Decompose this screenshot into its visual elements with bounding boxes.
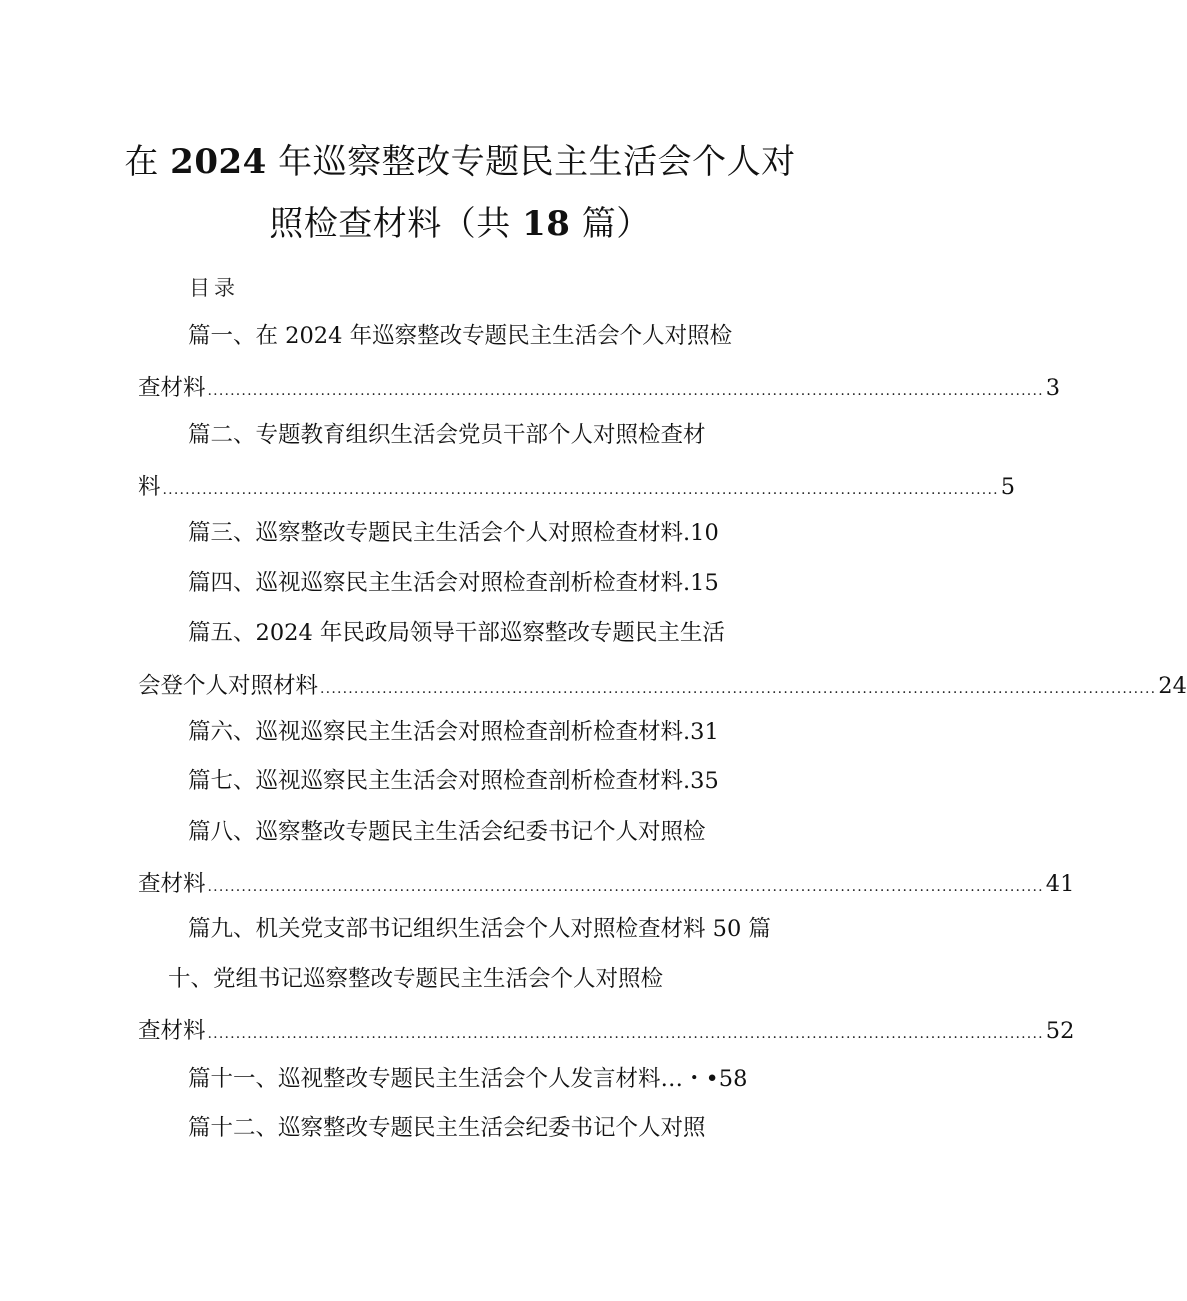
toc-entry-10-line-2: 查材料 [138,1018,206,1044]
dot-leader: .................................................................................................................................................... [207,879,1044,895]
toc-entry-3: 篇三、巡察整改专题民主生活会个人对照检查材料.10 [188,520,719,546]
toc-entry-8-line-2: 查材料 [138,871,206,897]
toc-entry-8-line-1: 篇八、巡察整改专题民主生活会纪委书记个人对照检 [188,819,706,845]
toc-entry-10-page: 52 [1045,1018,1075,1044]
dot-leader: .................................................................................................................................................... [207,383,1044,399]
toc-entry-1-line-1: 篇一、在 2024 年巡察整改专题民主生活会个人对照检 [188,323,733,349]
dot-leader: .................................................................................................................................................... [162,482,999,498]
document-title-line-1: 在 2024 年巡察整改专题民主生活会个人对 [124,142,796,182]
toc-entry-9: 篇九、机关党支部书记组织生活会个人对照检查材料 50 篇 [188,916,771,942]
toc-entry-2-page: 5 [1000,474,1016,500]
toc-entry-1-page: 3 [1045,375,1061,401]
toc-entry-12: 篇十二、巡察整改专题民主生活会纪委书记个人对照 [188,1115,706,1141]
toc-entry-1-line-2: 查材料 [138,375,206,401]
toc-entry-6: 篇六、巡视巡察民主生活会对照检查剖析检查材料.31 [188,719,719,745]
toc-entry-1-leader [138,370,1061,401]
toc-entry-2-leader [138,469,1016,500]
toc-entry-5-line-2: 会登个人对照材料 [138,673,319,699]
toc-entry-10-leader [138,1013,1075,1044]
toc-entry-10-line-1: 十、党组书记巡察整改专题民主生活会个人对照检 [168,966,664,992]
toc-entry-11: 篇十一、巡视整改专题民主生活会个人发言材料…・•58 [188,1066,748,1092]
toc-entry-4: 篇四、巡视巡察民主生活会对照检查剖析检查材料.15 [188,570,719,596]
toc-entry-7: 篇七、巡视巡察民主生活会对照检查剖析检查材料.35 [188,768,719,794]
toc-entry-8-page: 41 [1045,871,1075,897]
toc-entry-5-line-1: 篇五、2024 年民政局领导干部巡察整改专题民主生活 [188,620,725,646]
toc-entry-2-line-2: 料 [138,474,161,500]
dot-leader: .................................................................................................................................................... [207,1026,1044,1042]
dot-leader: .................................................................................................................................................... [320,681,1157,697]
toc-entry-2-line-1: 篇二、专题教育组织生活会党员干部个人对照检查材 [188,422,706,448]
toc-heading: 目录 [189,276,239,300]
toc-entry-5-leader [138,668,1187,699]
toc-entry-5-page: 24 [1158,673,1187,699]
document-title-line-2: 照检查材料（共 18 篇） [269,204,651,244]
toc-entry-8-leader [138,866,1075,897]
